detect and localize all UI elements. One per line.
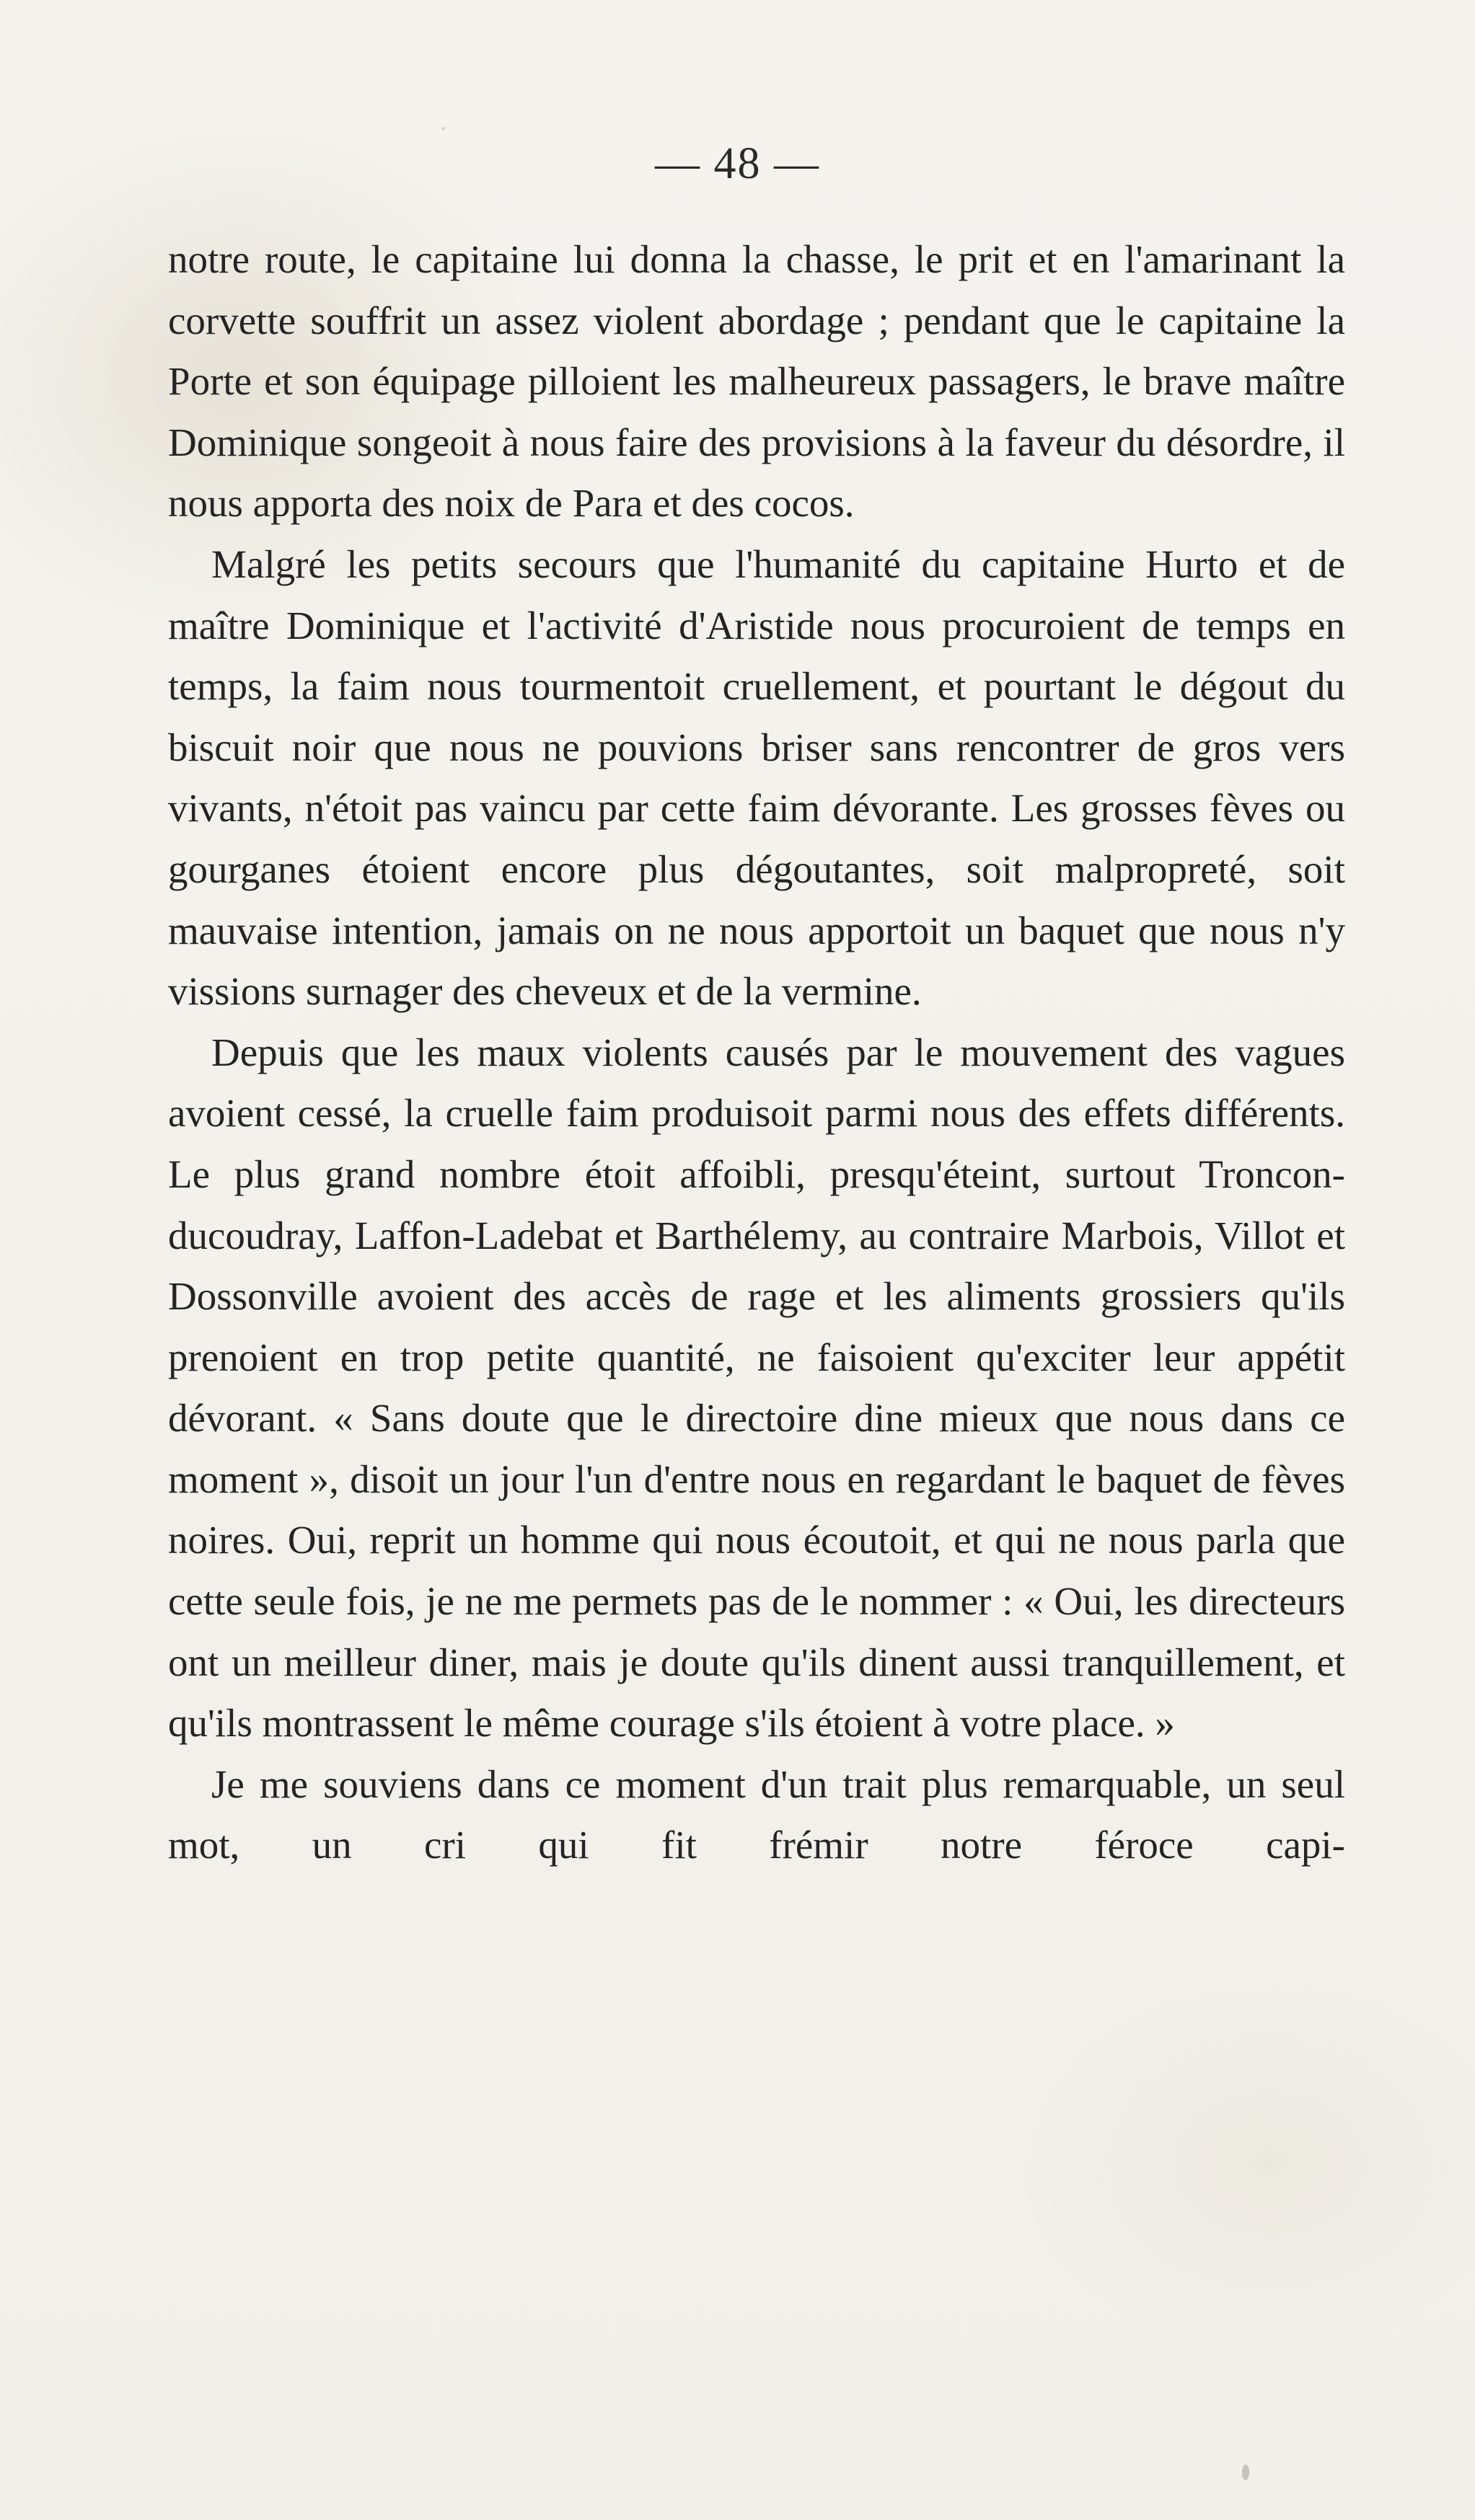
- body-text: [168, 229, 1345, 1876]
- page-number: — 48 —: [655, 139, 820, 188]
- paper-speck: [1242, 2464, 1249, 2480]
- paragraph-1: notre route, le capitaine lui donna la chasse, le prit et en l'amarinant la corvette souffrit un assez violent abordage ; pendant que le capitaine la Porte et son équipage pilloient les malheureux passagers, le brave maître Dominique songeoit à nous faire des provisions à la faveur du désordre, il nous apporta des noix de Para et des cocos.: [168, 237, 1345, 526]
- paper-speck: [441, 127, 445, 131]
- paragraph-4: Je me souviens dans ce moment d'un trait plus remarquable, un seul mot, un cri qui fit frémir notre féroce capi-: [168, 1761, 1345, 1867]
- paragraph-3: Depuis que les maux violents causés par le mouvement des vagues avoient cessé, la cruelle faim produisoit parmi nous des effets différents. Le plus grand nombre étoit affoibli, presqu'éteint, surtout Troncon-ducoudray, Laffon-Ladebat et Barthélemy, au contraire Marbois, Villot et Dossonville avoient des accès de rage et les aliments grossiers qu'ils prenoient en trop petite quantité, ne faisoient qu'exciter leur appétit dévorant. « Sans doute que le directoire dine mieux que nous dans ce moment », disoit un jour l'un d'entre nous en regardant le baquet de fèves noires. Oui, reprit un homme qui nous écoutoit, et qui ne nous parla que cette seule fois, je ne me permets pas de le nommer : « Oui, les directeurs ont un meilleur diner, mais je doute qu'ils dinent aussi tranquillement, et qu'ils montrassent le même courage s'ils étoient à votre place. »: [168, 1030, 1345, 1746]
- paragraph-2: Malgré les petits secours que l'humanité du capitaine Hurto et de maître Dominique et l'activité d'Aristide nous procuroient de temps en temps, la faim nous tourmentoit cruellement, et pourtant le dégout du biscuit noir que nous ne pouvions briser sans rencontrer de gros vers vivants, n'étoit pas vaincu par cette faim dévorante. Les grosses fèves ou gourganes étoient encore plus dégoutantes, soit malpropreté, soit mauvaise intention, jamais on ne nous apportoit un baquet que nous n'y vissions surnager des cheveux et de la vermine.: [168, 541, 1345, 1014]
